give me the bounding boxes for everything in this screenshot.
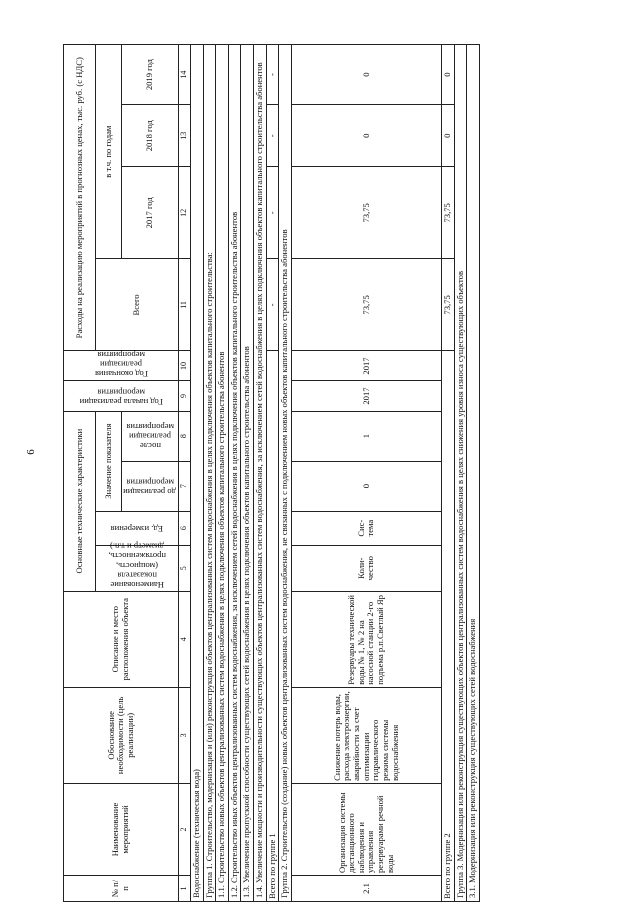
total-group1-label: Всего по группе 1 (266, 351, 279, 902)
row-start-year: 2017 (291, 381, 441, 411)
header-tech-group: Основные технические характеристики (64, 411, 96, 591)
total-row-group2 (441, 45, 454, 902)
section-1-1: 1.1. Строительство новых объектов централизованных систем водоснабжения в целях подключения объектов капитального строительства абонентов (216, 45, 229, 902)
header-description: Описание и место расположения объекта (64, 591, 179, 687)
rotated-table-container (63, 44, 615, 902)
row-before: 0 (291, 461, 441, 511)
header-num: № п/п (64, 875, 179, 901)
column-number-row (179, 45, 191, 902)
total-row-group1 (266, 45, 279, 902)
investment-program-table (63, 44, 480, 902)
column-number: 14 (179, 45, 191, 105)
header-after: после реализации мероприятия (122, 411, 179, 461)
header-by-years: в т.ч. по годам (96, 45, 122, 259)
column-number: 2 (179, 783, 191, 875)
column-number: 11 (179, 259, 191, 351)
section-1-2: 1.2. Строительство иных объектов централизованных систем водоснабжения, за исключением сетей водоснабжения в целях подключения объектов капитального строительства абонентов (228, 45, 241, 902)
row-justification: Снижение потерь воды, расхода электроэнергии, аварийности за счет оптимизации гидравлического режима системы водоснабжения (291, 687, 441, 783)
page-number: 6 (25, 449, 37, 455)
total-group1-2018: - (266, 105, 279, 167)
section-water-supply: Водоснабжение (техническая вода) (190, 45, 203, 902)
column-number: 6 (179, 511, 191, 545)
section-row (203, 45, 216, 902)
header-unit: Ед. измерения (96, 511, 179, 545)
section-row (228, 45, 241, 902)
total-group2-total: 73,75 (441, 259, 454, 351)
header-costs-group: Расходы на реализацию мероприятий в прогнозных ценах, тыс. руб. (с НДС) (64, 45, 96, 351)
total-group1-2019: - (266, 45, 279, 105)
row-indicator: Коли-чество (291, 545, 441, 591)
total-group2-2018: 0 (441, 105, 454, 167)
header-name: Наименование мероприятий (64, 783, 179, 875)
header-before: до реализации мероприятия (122, 461, 179, 511)
row-2019: 0 (291, 45, 441, 105)
section-group3: Группа 3. Модернизация или реконструкция существующих объектов централизованных систем водоснабжения в целях снижения уровня износа существующих объектов (454, 45, 467, 902)
total-group2-2017: 73,75 (441, 167, 454, 259)
section-1-4: 1.4. Увеличение мощности и производительности существующих объектов централизованных систем водоснабжения, за исключением сетей водоснабжения в целях подключения объектов капитального строительства абонентов (254, 45, 267, 902)
section-row (279, 45, 292, 902)
total-group2-label: Всего по группе 2 (441, 351, 454, 902)
header-end-year: Год окончания реализации мероприятия (64, 351, 179, 381)
header-start-year: Год начала реализации мероприятия (64, 381, 179, 411)
column-number: 4 (179, 591, 191, 687)
row-2017: 73,75 (291, 167, 441, 259)
section-row (454, 45, 467, 902)
column-number: 8 (179, 411, 191, 461)
table-row (291, 45, 441, 902)
column-number: 10 (179, 351, 191, 381)
row-end-year: 2017 (291, 351, 441, 381)
header-year-2018: 2018 год (122, 105, 179, 167)
header-total: Всего (96, 259, 179, 351)
row-description: Резервуары технической воды № 1, № 2 на насосной станции 2-го подъема р.п.Светлый Яр (291, 591, 441, 687)
section-row (241, 45, 254, 902)
total-group1-total: - (266, 259, 279, 351)
row-name: Организация системы дистанционного наблюдения и управления резервуарами речной воды (291, 783, 441, 875)
section-3-1: 3.1. Модернизация или реконструкция существующих сетей водоснабжения (467, 45, 480, 902)
header-year-2019: 2019 год (122, 45, 179, 105)
section-group2: Группа 2. Строительство (создание) новых объектов централизованных систем водоснабжения, не связанных с подключением новых объектов капитального строительства абонентов (279, 45, 292, 902)
column-number: 7 (179, 461, 191, 511)
column-number: 3 (179, 687, 191, 783)
header-year-2017: 2017 год (122, 167, 179, 259)
column-number: 13 (179, 105, 191, 167)
section-row (190, 45, 203, 902)
total-group1-2017: - (266, 167, 279, 259)
header-justification: Обоснование необходимости (цель реализации) (64, 687, 179, 783)
row-2018: 0 (291, 105, 441, 167)
total-group2-2019: 0 (441, 45, 454, 105)
section-1-3: 1.3. Увеличение пропускной способности существующих сетей водоснабжения в целях подключения объектов капитального строительства абонентов (241, 45, 254, 902)
header-indicator: Наименование показателя (мощность, протяженность, диаметр и т.п.) (96, 545, 179, 591)
row-total: 73,75 (291, 259, 441, 351)
column-number: 5 (179, 545, 191, 591)
section-row (216, 45, 229, 902)
row-num: 2.1 (291, 875, 441, 901)
row-unit: Сис-тема (291, 511, 441, 545)
column-number: 12 (179, 167, 191, 259)
section-row (467, 45, 480, 902)
column-number: 9 (179, 381, 191, 411)
section-group1: Группа 1. Строительство, модернизация и (или) реконструкция объектов централизованных систем водоснабжения в целях подключения объектов капитального строительства: (203, 45, 216, 902)
header-value-group: Значение показателя (96, 411, 122, 511)
section-row (254, 45, 267, 902)
row-after: 1 (291, 411, 441, 461)
column-number: 1 (179, 875, 191, 901)
